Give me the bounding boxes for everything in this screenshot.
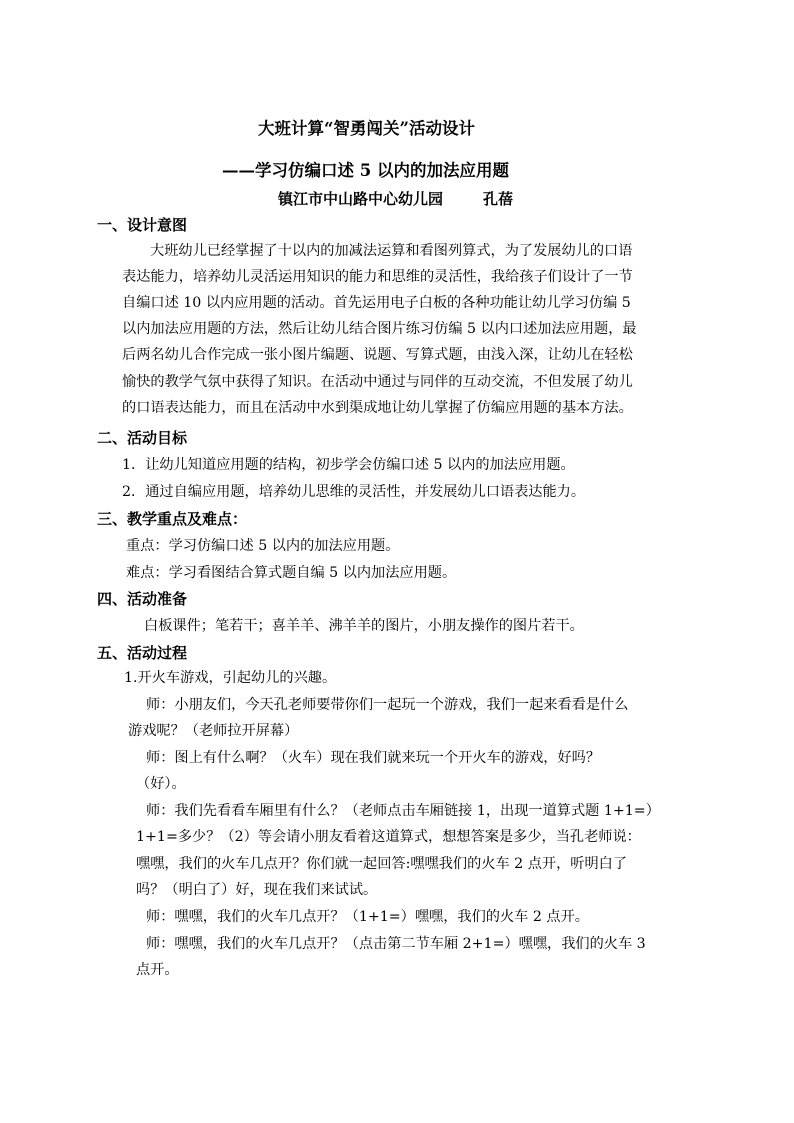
process-line: 游戏呢？（老师拉开屏幕）: [128, 723, 299, 739]
paragraph-line: 大班幼儿已经掌握了十以内的加减法运算和看图列算式，为了发展幼儿的口语: [150, 243, 633, 259]
paragraph-line: 自编口述 10 以内应用题的活动。首先运用电子白板的各种功能让幼儿学习仿编 5: [122, 295, 631, 311]
process-line: 1.开火车游戏，引起幼儿的兴趣。: [124, 670, 337, 686]
paragraph-line: 以内加法应用题的方法，然后让幼儿结合图片练习仿编 5 以内口述加法应用题，最: [122, 321, 637, 337]
section-heading-preparation: 四、活动准备: [97, 590, 188, 608]
process-line: 师：小朋友们，今天孔老师要带你们一起玩一个游戏，我们一起来看看是什么: [146, 697, 629, 713]
process-line: 点开。: [136, 962, 179, 978]
preparation-line: 白板课件；笔若干；喜羊羊、沸羊羊的图片，小朋友操作的图片若干。: [144, 618, 584, 634]
section-heading-design-intent: 一、设计意图: [97, 216, 188, 234]
process-line: 师：嘿嘿，我们的火车几点开？（点击第二节车厢 2+1=）嘿嘿，我们的火车 3: [146, 936, 646, 952]
process-line: （好）。: [136, 776, 186, 792]
section-heading-goals: 二、活动目标: [97, 429, 188, 447]
process-line: 师：图上有什么啊？（火车）现在我们就来玩一个开火车的游戏，好吗？: [146, 750, 601, 766]
process-line: 师：我们先看看车厢里有什么？（老师点击车厢链接 1，出现一道算式题 1+1=）: [146, 803, 660, 819]
paragraph-line: 后两名幼儿合作完成一张小图片编题、说题、写算式题，由浅入深，让幼儿在轻松: [122, 347, 633, 363]
paragraph-line: 愉快的教学气氛中获得了知识。在活动中通过与同伴的互动交流，不但发展了幼儿: [122, 374, 633, 390]
process-line: 师：嘿嘿，我们的火车几点开？（1+1=）嘿嘿，我们的火车 2 点开。: [146, 909, 589, 925]
difficulty-line: 难点：学习看图结合算式题自编 5 以内加法应用题。: [126, 565, 457, 581]
process-line: 1+1=多少？（2）等会请小朋友看着这道算式，想想答案是多少，当孔老师说：: [136, 829, 641, 845]
author-school: 镇江市中山路中心幼儿园: [278, 190, 444, 208]
author-name: 孔蓓: [483, 190, 514, 208]
goal-item: 2．通过自编应用题，培养幼儿思维的灵活性，并发展幼儿口语表达能力。: [122, 484, 586, 500]
goal-item: 1．让幼儿知道应用题的结构，初步学会仿编口述 5 以内的加法应用题。: [122, 457, 575, 473]
section-heading-process: 五、活动过程: [97, 644, 188, 662]
section-heading-key-points: 三、教学重点及难点：: [97, 510, 248, 528]
author-line: [278, 188, 513, 210]
process-line: 嘿嘿，我们的火车几点开？你们就一起回答:嘿嘿我们的火车 2 点开，听明白了: [136, 856, 628, 872]
paragraph-line: 表达能力，培养幼儿灵活运用知识的能力和思维的灵活性，我给孩子们设计了一节: [122, 269, 633, 285]
key-point-line: 重点：学习仿编口述 5 以内的加法应用题。: [126, 538, 400, 554]
paragraph-line: 的口语表达能力，而且在活动中水到渠成地让幼儿掌握了仿编应用题的基本方法。: [122, 400, 633, 416]
process-line: 吗？（明白了）好，现在我们来试试。: [136, 882, 378, 898]
document-subtitle: ——学习仿编口述 5 以内的加法应用题: [222, 161, 509, 180]
document-title: 大班计算“智勇闯关”活动设计: [258, 119, 475, 138]
